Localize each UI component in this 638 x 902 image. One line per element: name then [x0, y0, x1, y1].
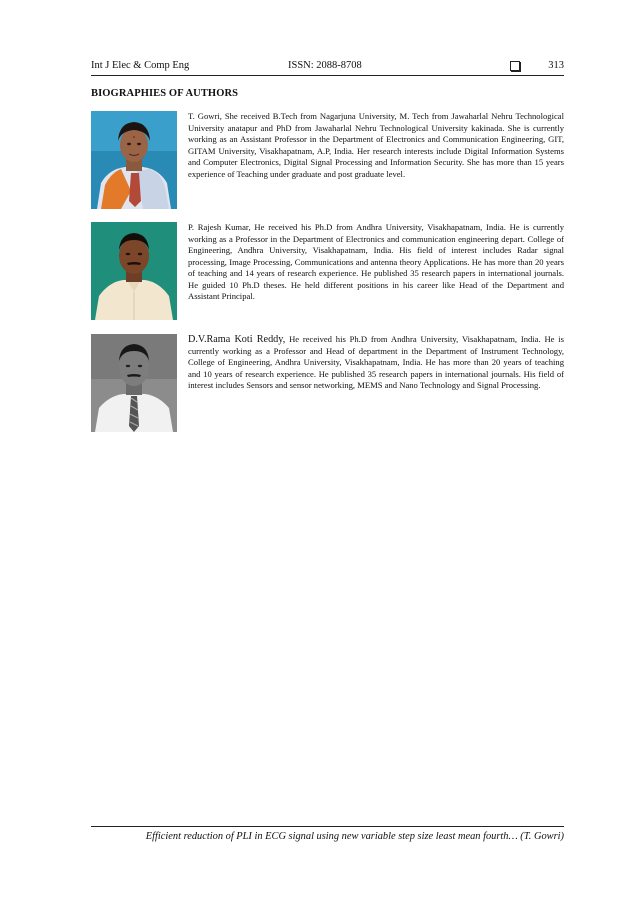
author-photo-2: [91, 222, 177, 320]
page-number: 313: [548, 60, 564, 71]
author-bio-body: She received B.Tech from Nagarjuna University, M. Tech from Jawaharlal Nehru Technological University anatapur and PhD from Jawaharlal Nehru Technological University kakinada. She is currently working as an Assistant Professor in the Department of Electronics and Communication Engineering, GIT, GITAM University, Visakhapatnam, A.P, India. Her research interests include Digital Information Systems and Computer Electronics, Digital Signal Processing and Information Security. She has more than 15 years experience of Teaching under graduate and post graduate level.: [188, 111, 564, 179]
journal-name: Int J Elec & Comp Eng: [91, 60, 190, 71]
author-photo-1: [91, 111, 177, 209]
footer-citation: Efficient reduction of PLI in ECG signal using new variable step size least mean fourth… (T. Gowri): [145, 831, 564, 842]
section-title: BIOGRAPHIES OF AUTHORS: [91, 88, 239, 99]
author-name: T. Gowri,: [188, 111, 222, 121]
author-bio-text-2: [188, 222, 564, 303]
author-name: D.V.Rama Koti Reddy,: [188, 334, 286, 345]
author-bio-text-1: [188, 111, 564, 180]
author-bio-body: He received his Ph.D from Andhra University, Visakhapatnam, India. He is currently working as a Professor and Head of department in the Department of Instrument Technology, College of Engineering, Andhra University, Visakhapatnam, India. He has more than 20 years of teaching and 10 years of research experience. He published 35 research papers in international journals. His field of interest includes Sensors and sensor networking, MEMS and Nano Technology and Signal Processing.: [188, 334, 564, 391]
author-photo-3: [91, 334, 177, 432]
author-bio-text-3: [188, 334, 564, 392]
running-header: [91, 60, 564, 76]
checkbox-square-icon: [510, 61, 520, 71]
author-name: P. Rajesh Kumar,: [188, 222, 251, 232]
running-footer: [91, 826, 564, 842]
issn: ISSN: 2088-8708: [288, 60, 362, 71]
author-bio-body: He received his Ph.D from Andhra University, Visakhapatnam, India. He is currently working as a Professor in the Department of Electronics and communication engineering depart. College of Engineering, Andhra University, Visakhapatnam, India. His field of interest includes Radar signal processing, Image Processing, Communications and antenna theory Applications. He has more than 20 years of teaching and 14 years of research experience. He published 35 research papers in international journals. He guided 10 Ph.D theses. He held different positions in his career like Head of the Department and Assistant Principal.: [188, 222, 564, 302]
